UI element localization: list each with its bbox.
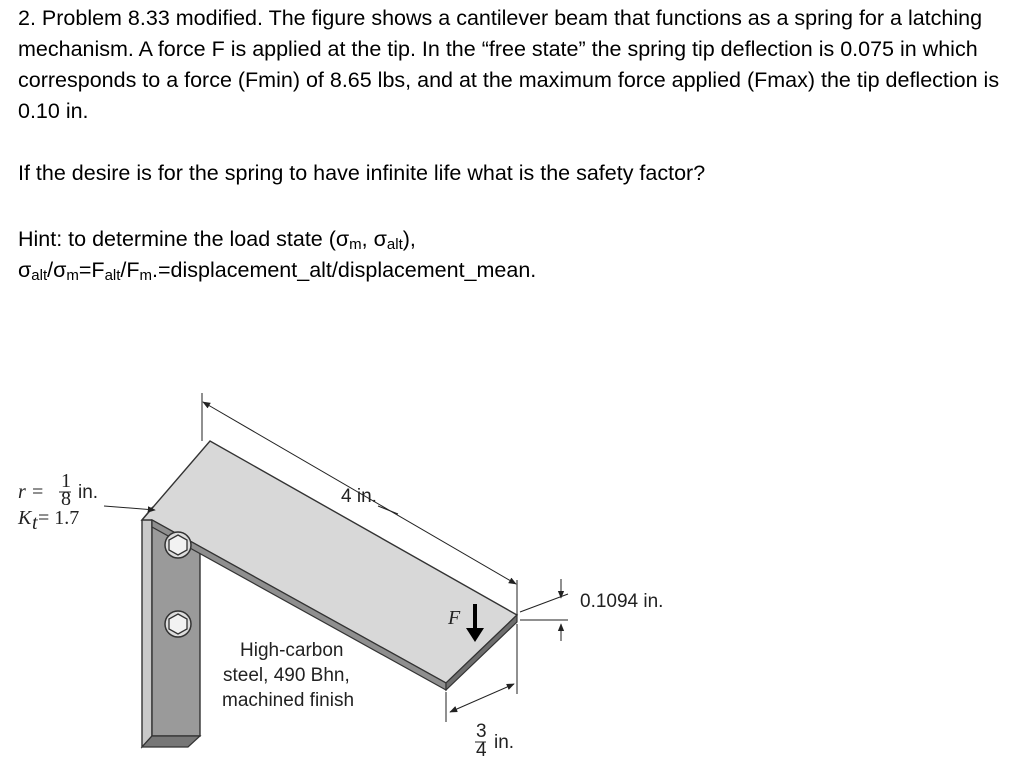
hint-text [18,224,1018,286]
svg-text:8: 8 [61,488,71,510]
hint-line-2: $\sigma_{alt}/\sigma_m=F_{alt}/F_m.=displacement\_alt/displacement\_mean$. [18,258,537,284]
svg-text:in.: in. [494,732,515,753]
svg-text:t: t [32,512,38,534]
svg-text:machined finish: machined finish [222,690,355,711]
bolt-icon [165,611,191,637]
radius-label [18,470,98,510]
svg-text:= 1.7: = 1.7 [38,507,80,529]
svg-text:in.: in. [78,482,99,503]
svg-text:steel, 490 Bhn,: steel, 490 Bhn, [223,665,350,686]
cantilever-beam-figure [0,380,1024,776]
force-label: F [448,607,461,629]
svg-text:K: K [18,507,32,529]
problem-statement: 2. Problem 8.33 modified. The figure shows a cantilever beam that functions as a spring for a latching mechanism. A force F is applied at the tip. In the “free state” the spring tip deflection is 0.075 in which corresponds to a force (Fmin) of 8.65 lbs, and at the maximum force applied (Fmax) the tip deflection is 0.10 in. [18,6,1000,123]
thickness-dimension [520,579,568,641]
svg-text:1: 1 [61,470,71,492]
bolt-icon [165,532,191,558]
question-text: If the desire is for the spring to have infinite life what is the safety factor? [18,161,706,185]
svg-text:4: 4 [476,740,487,761]
svg-text:High-carbon: High-carbon [240,640,344,661]
thickness-label: 0.1094 in. [580,591,664,612]
hint-line-1: Hint: to determine the load state ($\sigma_m$, $\sigma_{alt}$), [18,227,416,253]
svg-text:r =: r = [18,481,45,503]
length-label: 4 in. [341,486,377,507]
width-label [475,721,514,761]
svg-text:3: 3 [476,721,487,742]
kt-label [17,507,79,534]
material-label [222,640,354,711]
